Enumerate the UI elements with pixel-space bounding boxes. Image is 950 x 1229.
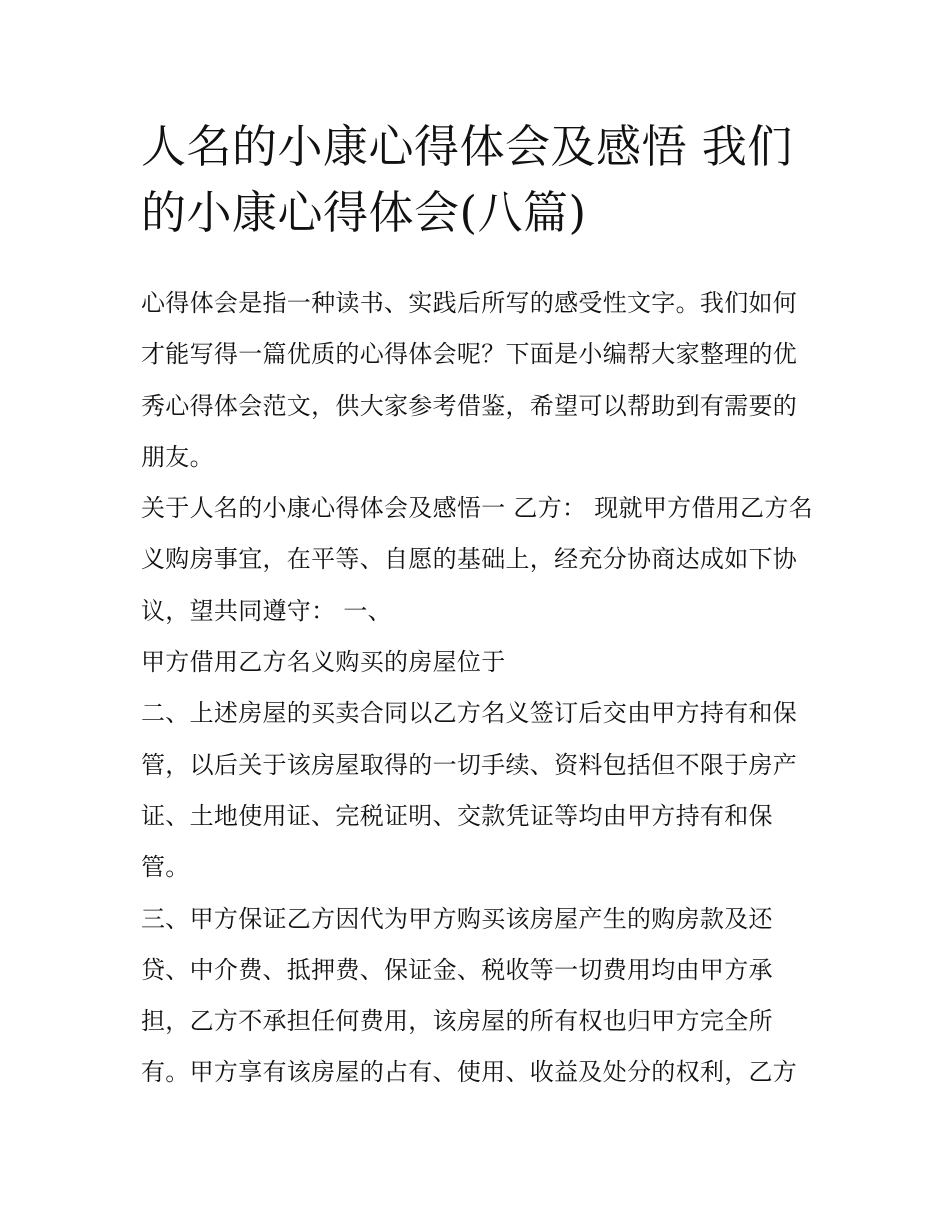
document-title: 人名的小康心得体会及感悟 我们的小康心得体会(八篇)	[141, 120, 793, 239]
paragraph-clause-three: 三、甲方保证乙方因代为甲方购买该房屋产生的购房款及还贷、中介费、抵押费、保证金、税收等一切费用均由甲方承担，乙方不承担任何费用，该房屋的所有权也归甲方完全所有。甲方享有该房屋的占有、使用、收益及处分的权利，乙方	[141, 904, 798, 1087]
paragraph-intro: 心得体会是指一种读书、实践后所写的感受性文字。我们如何才能写得一篇优质的心得体会呢？下面是小编帮大家整理的优秀心得体会范文，供大家参考借鉴，希望可以帮助到有需要的朋友。	[141, 289, 798, 471]
paragraph-house-location: 甲方借用乙方名义购买的房屋位于	[141, 648, 506, 677]
document-body	[141, 278, 813, 1099]
paragraph-clause-two: 二、上述房屋的买卖合同以乙方名义签订后交由甲方持有和保管，以后关于该房屋取得的一切手续、资料包括但不限于房产证、土地使用证、完税证明、交款凭证等均由甲方持有和保管。	[141, 699, 798, 882]
paragraph-part-one: 关于人名的小康心得体会及感悟一 乙方： 现就甲方借用乙方名义购房事宜，在平等、自愿的基础上，经充分协商达成如下协议，望共同遵守： 一、	[141, 494, 813, 625]
